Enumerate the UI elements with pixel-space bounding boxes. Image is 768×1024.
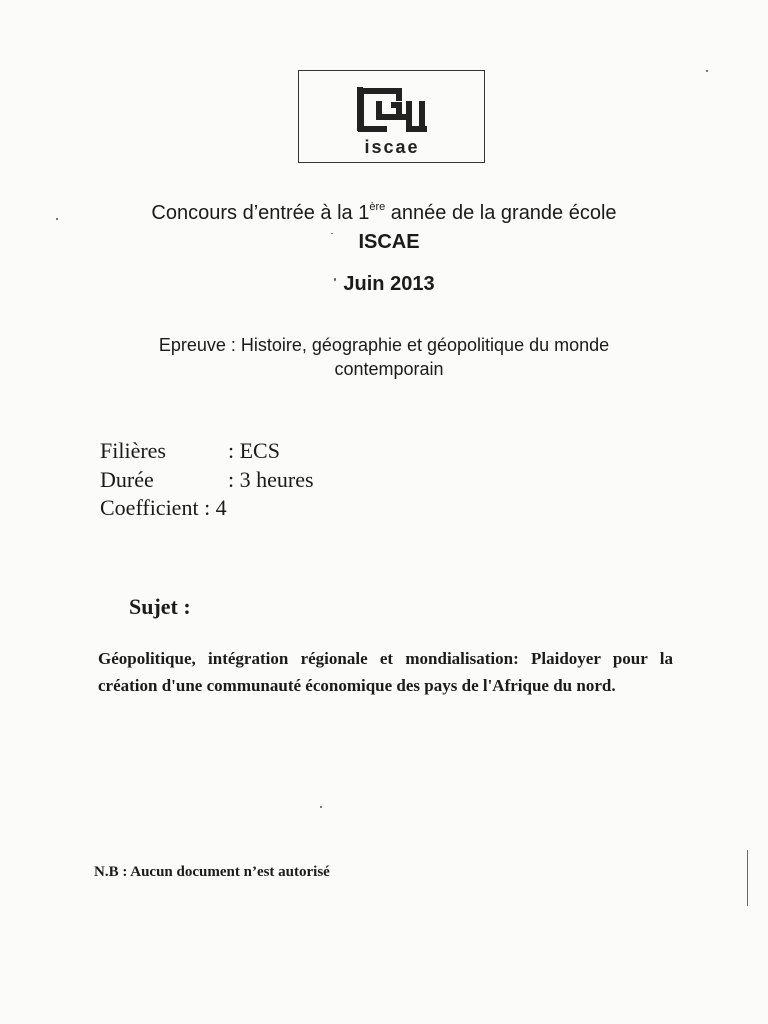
exam-date: Juin 2013 [343, 273, 435, 295]
scan-speck [320, 806, 322, 808]
iscae-logo-mark [299, 71, 486, 164]
scan-speck [706, 70, 708, 72]
scan-speck [334, 278, 336, 281]
subject-text: Géopolitique, intégration régionale et mondialisation: Plaidoyer pour la création d'une communauté économique des pays de l'Afrique du nord. [98, 649, 673, 695]
epreuve-line-1: Epreuve : Histoire, géographie et géopolitique du monde [158, 335, 610, 355]
info-row-filieres [100, 438, 280, 464]
note-text: N.B : Aucun document n’est autorisé [94, 864, 330, 880]
info-label: Durée [100, 467, 154, 492]
info-label: Coefficient [100, 495, 199, 520]
sujet-heading: Sujet : [129, 594, 191, 619]
info-label: Filières [100, 438, 166, 463]
info-value: : 4 [204, 495, 227, 520]
info-value: : ECS [228, 438, 280, 463]
info-row-coefficient [100, 495, 227, 521]
exam-title [0, 202, 768, 225]
logo-wordmark: iscae [364, 137, 420, 157]
scan-speck [331, 233, 333, 234]
epreuve-line-2: contemporain [334, 359, 444, 379]
exam-title-superscript: ère [369, 201, 386, 213]
scan-speck [56, 218, 58, 220]
exam-title-suffix: année de la grande école [385, 202, 617, 224]
info-value: : 3 heures [228, 467, 314, 492]
iscae-logo [298, 70, 485, 163]
exam-title-prefix: Concours d’entrée à la 1 [151, 202, 370, 224]
scan-edge-line [747, 850, 748, 906]
school-name: ISCAE [358, 231, 420, 253]
epreuve-title [0, 333, 768, 381]
info-row-duree [100, 467, 314, 493]
